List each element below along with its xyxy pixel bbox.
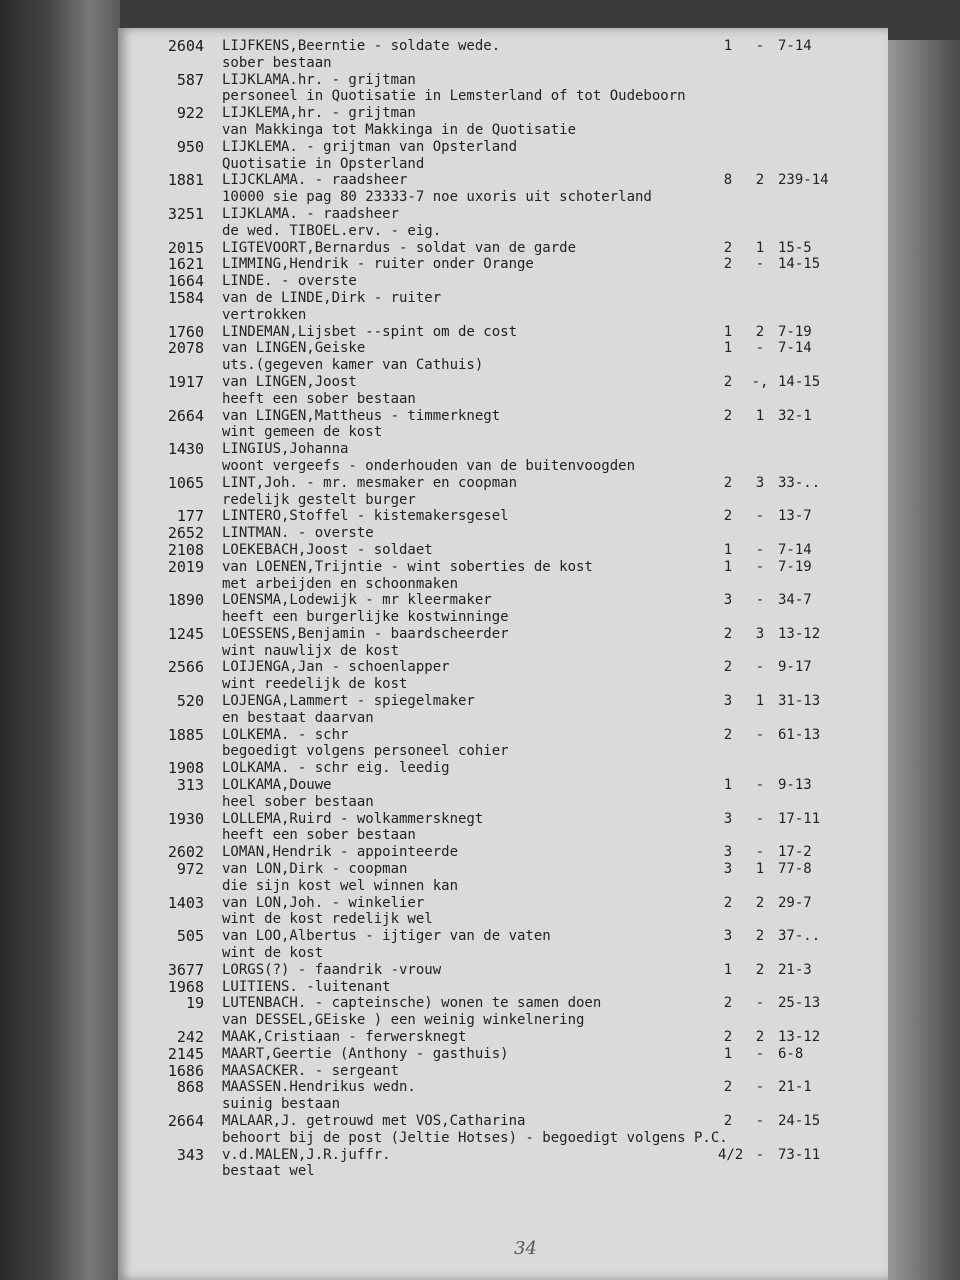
record-amount: 17-2 — [778, 844, 812, 861]
records-list — [118, 38, 888, 1180]
record-row — [118, 995, 888, 1029]
record-number: 2145 — [167, 1044, 204, 1063]
record-entry: MALAAR,J. getrouwd met VOS,Catharina — [222, 1113, 526, 1129]
record-entry: van LON,Joh. - winkelier — [222, 894, 425, 911]
record-entry: van LINGEN,Mattheus - timmerknegt — [222, 407, 501, 424]
record-entry: LOJENGA,Lammert - spiegelmaker — [222, 693, 475, 710]
record-number: 2604 — [167, 37, 204, 55]
record-entry: LIJKLAMA. - raadsheer — [222, 205, 400, 222]
record-entry: LOLKEMA. - schr — [222, 726, 349, 743]
book-spine — [0, 0, 120, 1280]
record-number: 2566 — [167, 658, 204, 677]
record-number: 2602 — [167, 843, 204, 862]
record-entry: LOLKAMA. - schr eig. leedig — [222, 760, 450, 777]
record-col-b: 1 — [755, 239, 765, 256]
record-number: 1908 — [167, 759, 204, 778]
record-amount: 7-19 — [778, 558, 812, 575]
record-col-a: 4/2 — [718, 1146, 744, 1163]
record-entry: MAASACKER. - sergeant — [222, 1062, 400, 1079]
record-amount: 73-11 — [778, 1146, 821, 1163]
record-note: Quotisatie in Opsterland — [222, 155, 425, 172]
record-row — [118, 928, 888, 962]
record-entry: LIJFKENS,Beerntie - soldate wede. — [222, 38, 501, 54]
record-col-a: 1 — [723, 558, 733, 575]
record-col-b: 1 — [755, 407, 765, 424]
record-entry: LIJKLEMA. - grijtman van Opsterland — [222, 138, 518, 155]
record-number: 3251 — [167, 204, 204, 223]
record-row — [118, 105, 888, 139]
record-note: redelijk gestelt burger — [222, 491, 416, 508]
record-entry: van de LINDE,Dirk - ruiter — [222, 289, 442, 306]
record-row — [118, 324, 888, 341]
record-row — [118, 626, 888, 660]
record-number: 1881 — [167, 171, 204, 190]
record-note: heeft een sober bestaan — [222, 827, 416, 844]
record-number: 3677 — [167, 960, 204, 979]
record-col-b: - — [755, 844, 765, 861]
record-number: 1065 — [167, 473, 204, 492]
record-row — [118, 206, 888, 240]
record-col-b: - — [755, 777, 765, 794]
record-row — [118, 844, 888, 861]
record-row — [118, 508, 888, 525]
record-col-b: - — [755, 592, 765, 609]
record-number: 1930 — [167, 809, 204, 828]
record-number: 242 — [176, 1028, 204, 1047]
record-note: wint de kost redelijk wel — [222, 911, 433, 928]
record-entry: LOESSENS,Benjamin - baardscheerder — [222, 625, 509, 642]
record-entry: MAART,Geertie (Anthony - gasthuis) — [222, 1045, 509, 1062]
record-col-b: - — [755, 340, 765, 357]
record-number: 2078 — [167, 339, 204, 358]
record-col-b: - — [755, 726, 765, 743]
record-amount: 24-15 — [778, 1113, 821, 1129]
record-col-a: 2 — [723, 508, 733, 525]
record-entry: LINTMAN. - overste — [222, 525, 374, 542]
record-row — [118, 408, 888, 442]
record-row — [118, 340, 888, 374]
record-row — [118, 374, 888, 408]
record-note: de wed. TIBOEL.erv. - eig. — [222, 222, 442, 239]
record-note: sober bestaan — [222, 54, 332, 71]
record-amount: 239-14 — [778, 172, 829, 189]
record-number: 1403 — [167, 893, 204, 912]
record-number: 2652 — [167, 524, 204, 543]
record-note: wint reedelijk de kost — [222, 676, 408, 693]
record-number: 2664 — [167, 406, 204, 425]
record-row — [118, 256, 888, 273]
record-note: woont vergeefs - onderhouden van de buitenvoogden — [222, 457, 636, 474]
record-col-b: - — [755, 1079, 765, 1096]
record-col-a: 2 — [723, 1029, 733, 1046]
record-col-a: 2 — [723, 407, 733, 424]
record-entry: LOENSMA,Lodewijk - mr kleermaker — [222, 592, 492, 609]
record-amount: 9-17 — [778, 659, 812, 676]
record-col-a: 3 — [723, 592, 733, 609]
record-row — [118, 777, 888, 811]
record-amount: 13-12 — [778, 1029, 821, 1046]
record-row — [118, 760, 888, 777]
record-entry: van LOENEN,Trijntie - wint soberties de kost — [222, 558, 593, 575]
record-row — [118, 1063, 888, 1080]
record-note: en bestaat daarvan — [222, 709, 374, 726]
record-amount: 31-13 — [778, 693, 821, 710]
record-entry: van LINGEN,Joost — [222, 373, 357, 390]
record-col-b: 3 — [755, 474, 765, 491]
record-amount: 21-3 — [778, 961, 812, 978]
record-number: 520 — [176, 692, 204, 711]
record-entry: v.d.MALEN,J.R.juffr. — [222, 1146, 391, 1163]
record-number: 1686 — [167, 1061, 204, 1080]
record-note: bestaat wel — [222, 1163, 315, 1180]
record-note: van DESSEL,GEiske ) een weinig winkelnering — [222, 1012, 585, 1029]
record-entry: LIJCKLAMA. - raadsheer — [222, 172, 408, 189]
record-entry: LUITIENS. -luitenant — [222, 978, 391, 995]
record-entry: LINGIUS,Johanna — [222, 441, 349, 458]
record-number: 177 — [176, 507, 204, 526]
record-number: 1430 — [167, 440, 204, 459]
record-entry: LOLLEMA,Ruird - wolkammersknegt — [222, 810, 484, 827]
record-note: suinig bestaan — [222, 1096, 341, 1113]
record-note: heeft een burgerlijke kostwinninge — [222, 609, 509, 626]
record-entry: LIGTEVOORT,Bernardus - soldat van de garde — [222, 239, 577, 256]
record-row — [118, 525, 888, 542]
record-number: 1664 — [167, 272, 204, 291]
record-col-b: - — [755, 558, 765, 575]
record-col-b: 1 — [755, 861, 765, 878]
record-number: 587 — [176, 70, 204, 89]
record-note: wint de kost — [222, 945, 324, 962]
record-number: 313 — [176, 776, 204, 795]
record-row — [118, 979, 888, 996]
record-amount: 61-13 — [778, 726, 821, 743]
record-row — [118, 727, 888, 761]
record-entry: LINTERO,Stoffel - kistemakersgesel — [222, 508, 509, 525]
record-note: die sijn kost wel winnen kan — [222, 877, 459, 894]
record-number: 343 — [176, 1145, 204, 1164]
record-row — [118, 72, 888, 106]
record-note: 10000 sie pag 80 23333-7 noe uxoris uit schoterland — [222, 189, 652, 206]
record-row — [118, 542, 888, 559]
record-number: 1917 — [167, 372, 204, 391]
record-row — [118, 240, 888, 257]
record-entry: LORGS(?) - faandrik -vrouw — [222, 961, 442, 978]
record-col-a: 3 — [723, 861, 733, 878]
record-amount: 7-14 — [778, 38, 812, 54]
record-col-a: 1 — [723, 541, 733, 558]
record-entry: LOEKEBACH,Joost - soldaet — [222, 541, 433, 558]
record-entry: LINDE. - overste — [222, 273, 357, 290]
record-amount: 13-7 — [778, 508, 812, 525]
record-entry: LOMAN,Hendrik - appointeerde — [222, 844, 459, 861]
record-col-b: 2 — [755, 961, 765, 978]
record-col-a: 2 — [723, 894, 733, 911]
record-amount: 37-.. — [778, 928, 821, 945]
record-note: personeel in Quotisatie in Lemsterland of tot Oudeboorn — [222, 88, 686, 105]
record-number: 1760 — [167, 322, 204, 341]
record-col-b: - — [755, 38, 765, 54]
record-col-a: 2 — [723, 256, 733, 273]
record-col-a: 2 — [723, 659, 733, 676]
record-col-b: 3 — [755, 625, 765, 642]
record-col-a: 2 — [723, 995, 733, 1012]
record-row — [118, 693, 888, 727]
record-col-a: 3 — [723, 844, 733, 861]
record-amount: 32-1 — [778, 407, 812, 424]
record-col-a: 2 — [723, 239, 733, 256]
record-number: 1245 — [167, 624, 204, 643]
record-entry: LUTENBACH. - capteinsche) wonen te samen doen — [222, 995, 602, 1012]
record-col-a: 1 — [723, 961, 733, 978]
record-col-a: 2 — [723, 474, 733, 491]
record-number: 1968 — [167, 977, 204, 996]
record-number: 868 — [176, 1078, 204, 1097]
record-col-b: - — [755, 995, 765, 1012]
record-entry: van LON,Dirk - coopman — [222, 861, 408, 878]
record-col-a: 2 — [723, 625, 733, 642]
record-note: uts.(gegeven kamer van Cathuis) — [222, 357, 484, 374]
record-col-b: - — [755, 508, 765, 525]
record-amount: 13-12 — [778, 625, 821, 642]
record-number: 1885 — [167, 725, 204, 744]
record-col-b: - — [755, 659, 765, 676]
record-amount: 14-15 — [778, 373, 821, 390]
record-col-a: 1 — [723, 340, 733, 357]
record-row — [118, 475, 888, 509]
record-note: heel sober bestaan — [222, 793, 374, 810]
record-entry: MAASSEN.Hendrikus wedn. — [222, 1079, 416, 1096]
record-row — [118, 172, 888, 206]
record-row — [118, 1079, 888, 1113]
record-col-a: 1 — [723, 38, 733, 54]
record-number: 2108 — [167, 540, 204, 559]
record-amount: 33-.. — [778, 474, 821, 491]
record-amount: 17-11 — [778, 810, 821, 827]
record-note: vertrokken — [222, 306, 307, 323]
record-col-a: 2 — [723, 726, 733, 743]
record-row — [118, 962, 888, 979]
record-col-a: 1 — [723, 1045, 733, 1062]
record-row — [118, 290, 888, 324]
record-amount: 7-19 — [778, 323, 812, 340]
record-number: 19 — [185, 994, 204, 1013]
record-col-a: 1 — [723, 777, 733, 794]
record-amount: 15-5 — [778, 239, 812, 256]
record-number: 1621 — [167, 255, 204, 274]
record-col-b: - — [755, 1113, 765, 1129]
record-row — [118, 441, 888, 475]
record-note: van Makkinga tot Makkinga in de Quotisatie — [222, 121, 577, 138]
record-amount: 7-14 — [778, 541, 812, 558]
record-row — [118, 592, 888, 626]
record-col-b: 2 — [755, 928, 765, 945]
record-number: 1890 — [167, 591, 204, 610]
record-entry: LIJKLAMA.hr. - grijtman — [222, 71, 416, 88]
record-row — [118, 559, 888, 593]
record-number: 972 — [176, 860, 204, 879]
record-amount: 77-8 — [778, 861, 812, 878]
record-row — [118, 1113, 888, 1147]
record-col-b: - — [755, 1146, 765, 1163]
record-number: 2019 — [167, 557, 204, 576]
record-row — [118, 811, 888, 845]
record-row — [118, 1147, 888, 1181]
record-note: wint nauwlijx de kost — [222, 642, 400, 659]
underlying-sheet-edge — [886, 40, 960, 1280]
record-col-a: 2 — [723, 1113, 733, 1129]
record-col-a: 2 — [723, 373, 733, 390]
record-row — [118, 659, 888, 693]
record-col-a: 2 — [723, 1079, 733, 1096]
record-col-b: 2 — [755, 172, 765, 189]
record-col-b: 2 — [755, 894, 765, 911]
record-row — [118, 1046, 888, 1063]
record-note: behoort bij de post (Jeltie Hotses) - begoedigt volgens P.C. — [222, 1129, 728, 1146]
record-col-b: - — [755, 256, 765, 273]
record-entry: MAAK,Cristiaan - ferwersknegt — [222, 1029, 467, 1046]
record-entry: van LOO,Albertus - ijtiger van de vaten — [222, 928, 551, 945]
record-row — [118, 38, 888, 72]
record-number: 2664 — [167, 1112, 204, 1130]
record-amount: 14-15 — [778, 256, 821, 273]
record-note: heeft een sober bestaan — [222, 390, 416, 407]
record-col-b: 2 — [755, 1029, 765, 1046]
record-note: met arbeijden en schoonmaken — [222, 575, 459, 592]
record-number: 950 — [176, 137, 204, 156]
record-col-b: -, — [751, 373, 769, 390]
record-entry: LOLKAMA,Douwe — [222, 777, 332, 794]
record-number: 505 — [176, 927, 204, 946]
record-amount: 34-7 — [778, 592, 812, 609]
record-row — [118, 273, 888, 290]
record-col-b: - — [755, 541, 765, 558]
record-col-a: 3 — [723, 810, 733, 827]
record-col-a: 3 — [723, 928, 733, 945]
document-page — [118, 28, 888, 1280]
record-entry: LIMMING,Hendrik - ruiter onder Orange — [222, 256, 534, 273]
record-amount: 7-14 — [778, 340, 812, 357]
record-number: 922 — [176, 104, 204, 123]
record-entry: LINDEMAN,Lijsbet --spint om de cost — [222, 323, 518, 340]
record-note: begoedigt volgens personeel cohier — [222, 743, 509, 760]
record-col-a: 8 — [723, 172, 733, 189]
record-amount: 29-7 — [778, 894, 812, 911]
record-col-b: 1 — [755, 693, 765, 710]
record-entry: LINT,Joh. - mr. mesmaker en coopman — [222, 474, 518, 491]
record-col-b: - — [755, 1045, 765, 1062]
record-amount: 21-1 — [778, 1079, 812, 1096]
record-row — [118, 139, 888, 173]
record-row — [118, 1029, 888, 1046]
record-entry: LIJKLEMA,hr. - grijtman — [222, 105, 416, 122]
record-row — [118, 895, 888, 929]
record-amount: 6-8 — [778, 1045, 804, 1062]
record-number: 2015 — [167, 238, 204, 257]
record-col-b: 2 — [755, 323, 765, 340]
record-col-a: 3 — [723, 693, 733, 710]
record-col-b: - — [755, 810, 765, 827]
record-row — [118, 861, 888, 895]
page-number: 34 — [514, 1238, 537, 1259]
record-amount: 9-13 — [778, 777, 812, 794]
record-note: wint gemeen de kost — [222, 424, 383, 441]
record-entry: van LINGEN,Geiske — [222, 340, 366, 357]
record-number: 1584 — [167, 288, 204, 307]
record-entry: LOIJENGA,Jan - schoenlapper — [222, 659, 450, 676]
record-amount: 25-13 — [778, 995, 821, 1012]
record-col-a: 1 — [723, 323, 733, 340]
